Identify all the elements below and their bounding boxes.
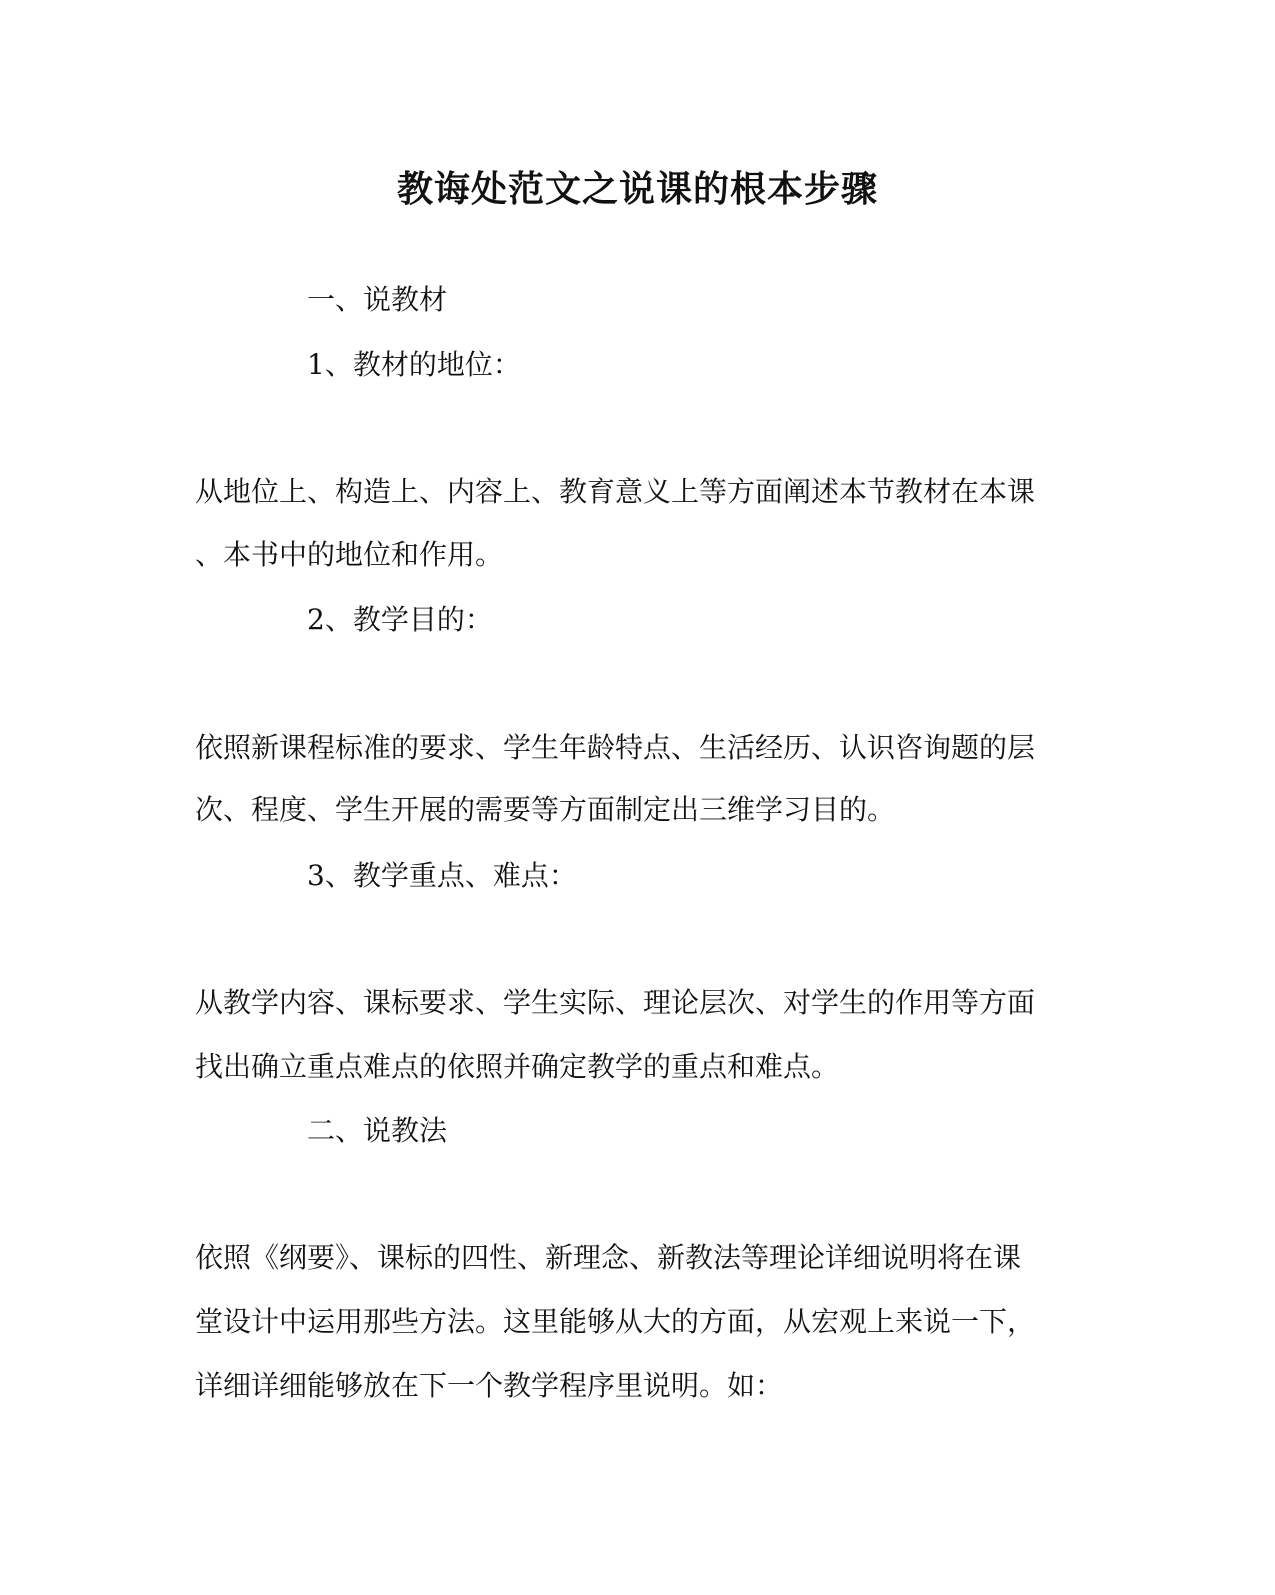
subheading-material-position: 1、教材的地位：: [307, 348, 521, 381]
subheading-key-difficult-points: 3、教学重点、难点：: [307, 859, 577, 892]
paragraph-line: 找出确立重点难点的依照并确定教学的重点和难点。: [195, 1050, 840, 1083]
section-heading-teaching-material: 一、说教材: [307, 283, 448, 316]
paragraph-line: 堂设计中运用那些方法。这里能够从大的方面，从宏观上来说一下，: [195, 1305, 1036, 1338]
paragraph-line: 从教学内容、课标要求、学生实际、理论层次、对学生的作用等方面: [195, 986, 1036, 1019]
paragraph-line: 从地位上、构造上、内容上、教育意义上等方面阐述本节教材在本课: [195, 475, 1036, 508]
document-title: 教诲处范文之说课的根本步骤: [396, 168, 878, 210]
paragraph-line: 次、程度、学生开展的需要等方面制定出三维学习目的。: [195, 793, 896, 826]
section-heading-teaching-method: 二、说教法: [307, 1114, 448, 1147]
paragraph-line: 依照《纲要》、课标的四性、新理念、新教法等理论详细说明将在课: [195, 1241, 1022, 1274]
paragraph-line: 、本书中的地位和作用。: [195, 538, 504, 571]
subheading-teaching-goal: 2、教学目的：: [307, 603, 493, 636]
paragraph-line: 详细详细能够放在下一个教学程序里说明。如：: [195, 1369, 784, 1402]
paragraph-line: 依照新课程标准的要求、学生年龄特点、生活经历、认识咨询题的层: [195, 731, 1036, 764]
